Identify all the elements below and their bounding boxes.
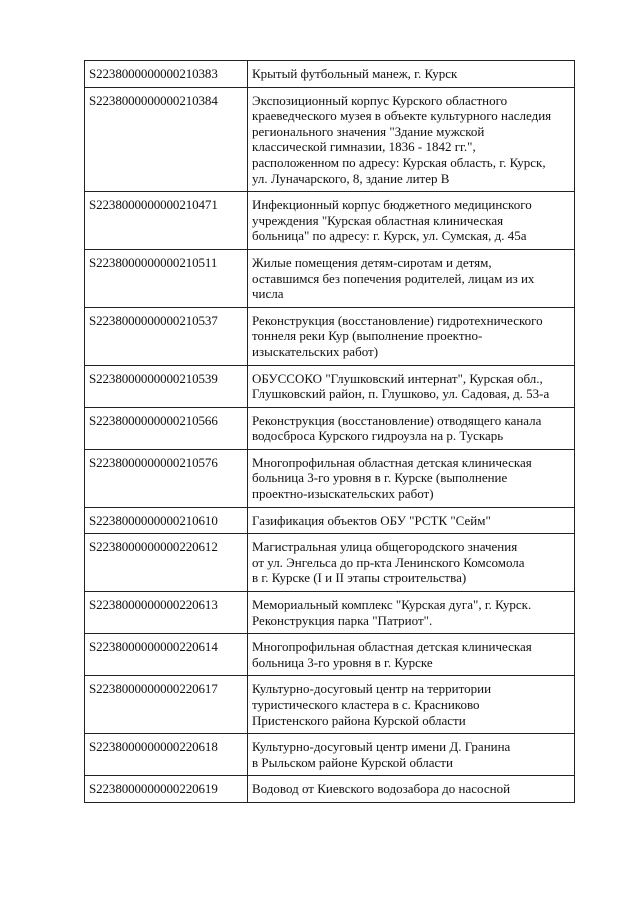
object-description-cell [248,776,575,803]
object-code-cell: S2238000000000210537 [85,307,248,365]
object-code-cell: S2238000000000220619 [85,776,248,803]
description-line: Газификация объектов ОБУ "РСТК "Сейм" [252,512,491,528]
description-line: ул. Луначарского, 8, здание литер В [252,170,450,186]
object-code-cell: S2238000000000220617 [85,676,248,734]
description-line: в Рыльском районе Курской области [252,754,453,770]
object-description-cell [248,507,575,534]
description-line: Экспозиционный корпус Курского областного [252,92,508,108]
table-row [85,87,575,192]
object-code-cell: S2238000000000210539 [85,365,248,407]
description-line: регионального значения "Здание мужской [252,123,485,139]
object-code-cell: S2238000000000210511 [85,249,248,307]
description-line: Жилые помещения детям-сиротам и детям, [252,254,492,270]
object-description-cell [248,192,575,250]
object-description-cell [248,87,575,192]
object-code-cell: S2238000000000210383 [85,61,248,88]
objects-table [84,60,575,803]
table-body [85,61,575,803]
table-row [85,365,575,407]
description-line: краеведческого музея в объекте культурного наследия [252,108,552,124]
table-row [85,534,575,592]
object-code-cell: S2238000000000220612 [85,534,248,592]
table-row [85,676,575,734]
description-line: классической гимназии, 1836 - 1842 гг.", [252,139,476,155]
object-description-cell [248,534,575,592]
object-description-cell [248,634,575,676]
description-line: расположенном по адресу: Курская область, г. Курск, [252,154,546,170]
object-code-cell: S2238000000000210384 [85,87,248,192]
description-line: Инфекционный корпус бюджетного медицинского [252,197,532,213]
description-line: Водовод от Киевского водозабора до насосной [252,781,511,797]
object-description-cell [248,365,575,407]
description-line: Мемориальный комплекс "Курская дуга", г. Курск. [252,597,532,613]
description-line: Реконструкция (восстановление) гидротехнического [252,312,543,328]
table-row [85,407,575,449]
table-row [85,776,575,803]
object-description-cell [248,307,575,365]
table-row [85,449,575,507]
description-line: Магистральная улица общегородского значения [252,539,518,555]
description-line: Реконструкция парка "Патриот". [252,612,433,628]
object-code-cell: S2238000000000210576 [85,449,248,507]
description-line: Многопрофильная областная детская клиническая [252,454,532,470]
object-description-cell [248,407,575,449]
table-row [85,592,575,634]
description-line: Реконструкция (восстановление) отводящего канала [252,412,542,428]
description-line: проектно-изыскательских работ) [252,486,434,502]
object-description-cell [248,61,575,88]
description-line: тоннеля реки Кур (выполнение проектно- [252,328,483,344]
description-line: учреждения "Курская областная клиническая [252,212,504,228]
table-row [85,249,575,307]
object-code-cell: S2238000000000210471 [85,192,248,250]
description-line: Крытый футбольный манеж, г. Курск [252,66,458,81]
description-line: Многопрофильная областная детская клиническая [252,639,532,655]
object-description-cell [248,734,575,776]
description-line: больница 3-го уровня в г. Курске (выполнение [252,470,508,486]
object-description-cell [248,592,575,634]
table-row [85,61,575,88]
description-line: Культурно-досуговый центр на территории [252,681,492,697]
object-code-cell: S2238000000000220614 [85,634,248,676]
table-row [85,734,575,776]
object-description-cell [248,676,575,734]
description-line: в г. Курске (I и II этапы строительства) [252,570,467,586]
object-code-cell: S2238000000000210610 [85,507,248,534]
description-line: оставшимся без попечения родителей, лицам из их [252,270,535,286]
description-line: от ул. Энгельса до пр-кта Ленинского Комсомола [252,554,525,570]
description-line: туристического кластера в с. Красниково [252,697,480,712]
table-row [85,307,575,365]
object-code-cell: S2238000000000220613 [85,592,248,634]
object-code-cell: S2238000000000210566 [85,407,248,449]
description-line: Пристенского района Курской области [252,712,466,728]
object-description-cell [248,249,575,307]
description-line: Культурно-досуговый центр имени Д. Гранина [252,739,511,755]
description-line: больница 3-го уровня в г. Курске [252,654,433,670]
table-row [85,634,575,676]
description-line: Глушковский район, п. Глушково, ул. Садовая, д. 53-а [252,386,550,402]
description-line: изыскательских работ) [252,343,379,359]
table-row [85,507,575,534]
description-line: водосброса Курского гидроузла на р. Тускарь [252,428,504,444]
description-line: больница" по адресу: г. Курск, ул. Сумская, д. 45а [252,228,527,244]
table-row [85,192,575,250]
object-code-cell: S2238000000000220618 [85,734,248,776]
description-line: ОБУССОКО "Глушковский интернат", Курская обл., [252,370,543,386]
object-description-cell [248,449,575,507]
description-line: числа [252,286,284,302]
